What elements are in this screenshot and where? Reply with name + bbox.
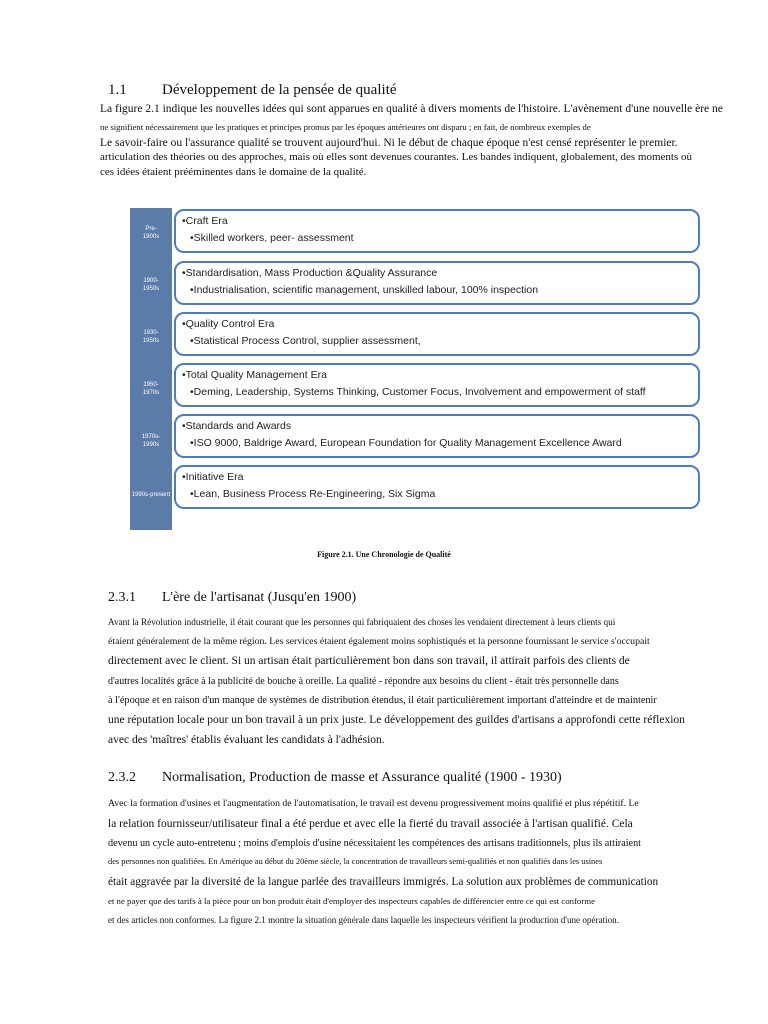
figure-caption: Figure 2.1. Une Chronologie de Qualité [317, 550, 451, 559]
era-box-initiative [174, 465, 700, 509]
paragraph-line: Le savoir-faire ou l'assurance qualité se trouvent aujourd'hui. Ni le début de chaque époque n'est censé représenter le premier. [100, 137, 678, 149]
era-title: •Initiative Era [182, 471, 244, 483]
paragraph-line: articulation des théories ou des approches, mais où elles sont devenues courantes. Les bandes indiquent, globalement, des moments où [100, 151, 693, 163]
era-period-arrow: 1970s- 1990s [130, 416, 172, 474]
era-period-arrow: 1930- 1950s [130, 312, 172, 370]
paragraph-line: ne signifient nécessairement que les pratiques et principes promus par les époques antérieures ont disparu ; en fait, de nombreux exemples de [100, 122, 591, 132]
era-title: •Total Quality Management Era [182, 369, 327, 381]
paragraph-line: avec des 'maîtres' établis évaluant les candidats à l'adhésion. [108, 734, 385, 746]
era-box-craft [174, 209, 700, 253]
paragraph-line: devenu un cycle auto-entretenu ; moins d'emplois d'usine nécessitaient les compétences des artisans traditionnels, plus ils attiraient [108, 838, 641, 849]
paragraph-line: une réputation locale pour un bon travail à un prix juste. Le développement des guildes d'artisans a approfondi cette réflexion [108, 714, 685, 726]
section-2-3-1-heading [108, 590, 356, 606]
era-period-arrow: Pre- 1900s [130, 208, 172, 266]
paragraph-line: directement avec le client. Si un artisan était particulièrement bon dans son travail, il attirait parfois des clients de [108, 655, 630, 667]
section-1-1-heading [108, 82, 397, 99]
section-number: 2.3.1 [108, 590, 136, 605]
paragraph-line: étaient généralement de la même région. Les services étaient également moins sophistiqués et la personne fournissant le service s'occupait [108, 636, 650, 647]
era-title: •Quality Control Era [182, 318, 275, 330]
section-number: 2.3.2 [108, 770, 136, 785]
section-number: 1.1 [108, 82, 127, 98]
era-detail: •Skilled workers, peer- assessment [190, 232, 354, 244]
era-box-standards-awards [174, 414, 700, 458]
paragraph-line: la relation fournisseur/utilisateur final a été perdue et avec elle la fierté du travail associée à l'artisan qualifié. Cela [108, 818, 633, 830]
paragraph-line: à l'époque et en raison d'un manque de systèmes de distribution étendus, il était particulièrement important d'atteindre et de maintenir [108, 695, 657, 706]
era-detail: •Industrialisation, scientific management, unskilled labour, 100% inspection [190, 284, 539, 296]
paragraph-line: Avec la formation d'usines et l'augmentation de l'automatisation, le travail est devenu progressivement moins qualifié et plus répétitif. Le [108, 798, 639, 809]
paragraph-line: La figure 2.1 indique les nouvelles idées qui sont apparues en qualité à divers moments de l'histoire. L'avènement d'une nouvelle ère ne [100, 103, 723, 115]
section-title: Développement de la pensée de qualité [162, 82, 397, 98]
era-detail: •Statistical Process Control, supplier assessment, [190, 335, 421, 347]
era-box-tqm [174, 363, 700, 407]
quality-timeline-figure [130, 204, 702, 530]
paragraph-line: ces idées étaient prééminentes dans le domaine de la qualité. [100, 166, 367, 178]
era-period-arrow: 1950- 1970s [130, 364, 172, 422]
era-detail: •Deming, Leadership, Systems Thinking, Customer Focus, Involvement and empowerment of staff [190, 386, 646, 398]
paragraph-line: était aggravée par la diversité de la langue parlée des travailleurs immigrés. La solution aux problèmes de communication [108, 876, 659, 888]
paragraph-line: des personnes non qualifiées. En Amérique au début du 20ème siècle, la concentration de travailleurs semi-qualifiés et non qualifiés dans les usines [108, 857, 603, 866]
paragraph-line: et ne payer que des tarifs à la pièce pour un bon produit était d'employer des inspecteurs capables de différencier entre ce qui est conforme [108, 896, 596, 906]
era-title: •Standards and Awards [182, 420, 292, 432]
section-2-3-2-heading [108, 770, 562, 786]
era-box-quality-control [174, 312, 700, 356]
paragraph-line: et des articles non conformes. La figure 2.1 montre la situation générale dans laquelle les inspecteurs vérifient la production d'une opération. [108, 915, 619, 925]
era-box-standardisation [174, 261, 700, 305]
era-title: •Standardisation, Mass Production &Quality Assurance [182, 267, 438, 279]
paragraph-line: d'autres localités grâce à la publicité de bouche à oreille. La qualité - répondre aux besoins du client - était très personnelle dans [108, 676, 619, 687]
era-title: •Craft Era [182, 215, 228, 227]
era-detail: •Lean, Business Process Re-Engineering, Six Sigma [190, 488, 436, 500]
era-detail: •ISO 9000, Baldrige Award, European Foundation for Quality Management Excellence Award [190, 437, 622, 449]
era-period-arrow: 1990s-present [130, 468, 172, 530]
era-period-arrow: 1900- 1950s [130, 260, 172, 318]
paragraph-line: Avant la Révolution industrielle, il était courant que les personnes qui fabriquaient des choses les vendaient directement à leurs clients qui [108, 617, 616, 627]
section-title: Normalisation, Production de masse et Assurance qualité (1900 - 1930) [162, 770, 562, 785]
section-title: L'ère de l'artisanat (Jusqu'en 1900) [162, 590, 357, 605]
